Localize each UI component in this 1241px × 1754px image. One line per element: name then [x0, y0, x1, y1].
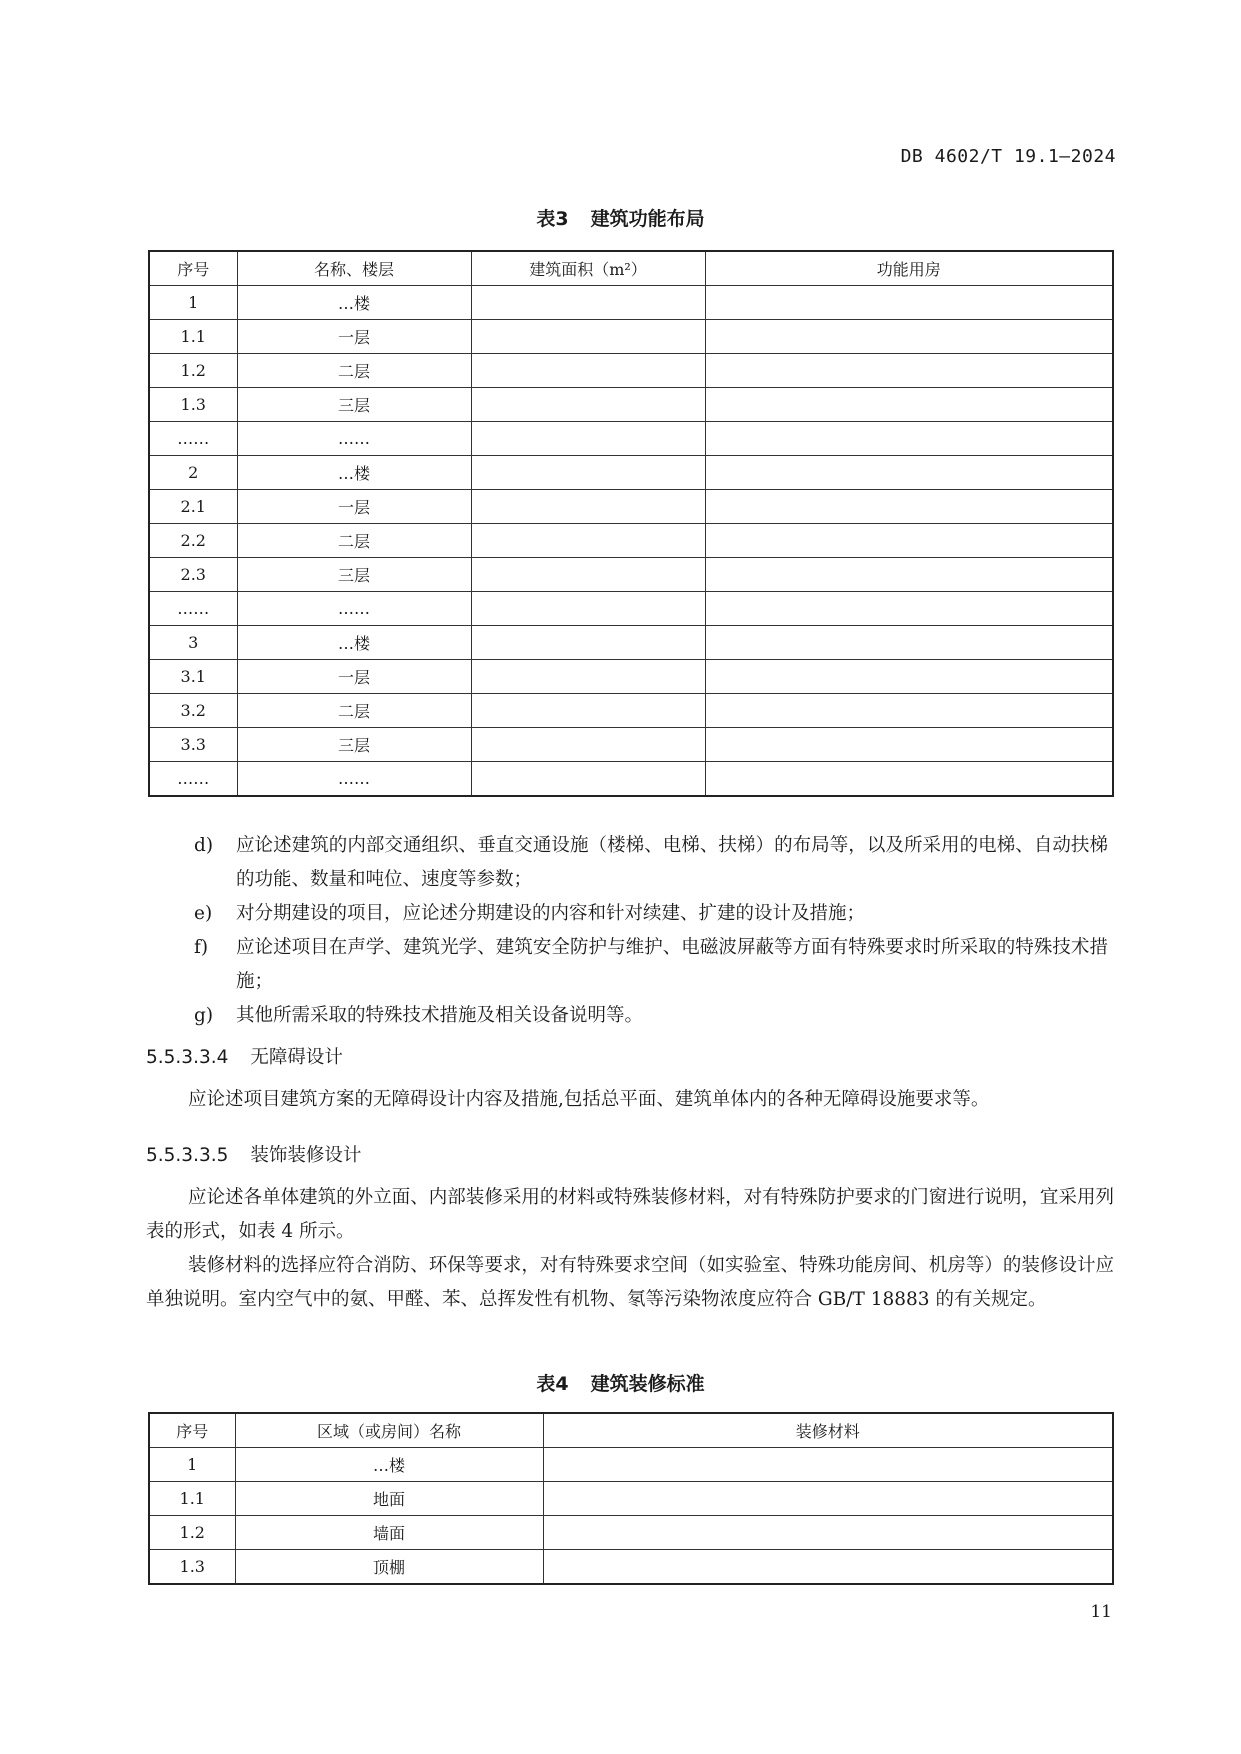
cell-function-rooms	[705, 388, 1113, 422]
cell-area	[471, 286, 705, 320]
section-number: 5.5.3.3.4	[146, 1047, 229, 1068]
table-row	[149, 1448, 1113, 1482]
table-row	[149, 1550, 1113, 1585]
table-row	[149, 388, 1113, 422]
cell-index: ……	[149, 422, 237, 456]
table-row	[149, 660, 1113, 694]
cell-area	[471, 320, 705, 354]
section-heading-5-5-3-3-5	[146, 1141, 361, 1167]
cell-index: 3.2	[149, 694, 237, 728]
cell-materials	[543, 1448, 1113, 1482]
cell-area	[471, 626, 705, 660]
cell-function-rooms	[705, 592, 1113, 626]
cell-area	[471, 422, 705, 456]
cell-index: 1.3	[149, 388, 237, 422]
cell-materials	[543, 1516, 1113, 1550]
table-row	[149, 320, 1113, 354]
cell-function-rooms	[705, 524, 1113, 558]
cell-area	[471, 524, 705, 558]
list-item-text: 应论述建筑的内部交通组织、垂直交通设施（楼梯、电梯、扶梯）的布局等，以及所采用的电梯、自动扶梯的功能、数量和吨位、速度等参数；	[236, 835, 1108, 890]
section-number: 5.5.3.3.5	[146, 1145, 229, 1166]
section-5-5-3-3-4-body: 应论述项目建筑方案的无障碍设计内容及措施,包括总平面、建筑单体内的各种无障碍设施要求等。	[188, 1089, 990, 1110]
section-heading-5-5-3-3-4	[146, 1043, 343, 1069]
list-item-label: e)	[194, 903, 213, 924]
list-item-text: 应论述项目在声学、建筑光学、建筑安全防护与维护、电磁波屏蔽等方面有特殊要求时所采取的特殊技术措施；	[236, 937, 1108, 992]
list-item-f	[194, 931, 1114, 999]
cell-index: 1	[149, 1448, 235, 1482]
cell-area	[471, 388, 705, 422]
table-row	[149, 422, 1113, 456]
table3-caption-number: 表3	[536, 208, 569, 230]
table4-caption-title: 建筑装修标准	[590, 1373, 705, 1395]
cell-name-floor: 一层	[237, 490, 471, 524]
list-item-label: f)	[194, 937, 209, 958]
cell-index: 2.1	[149, 490, 237, 524]
section-title: 无障碍设计	[250, 1047, 343, 1068]
table-row	[149, 694, 1113, 728]
cell-name-floor: …楼	[237, 626, 471, 660]
cell-function-rooms	[705, 286, 1113, 320]
cell-index: 1	[149, 286, 237, 320]
list-item-d	[194, 829, 1114, 897]
cell-area	[471, 660, 705, 694]
table3-header-name-floor: 名称、楼层	[237, 251, 471, 286]
section-5-5-3-3-5-body-1: 应论述各单体建筑的外立面、内部装修采用的材料或特殊装修材料，对有特殊防护要求的门窗进行说明，宜采用列表的形式，如表 4 所示。	[146, 1187, 1114, 1242]
list-item-text: 对分期建设的项目，应论述分期建设的内容和针对续建、扩建的设计及措施；	[236, 903, 866, 924]
table-row	[149, 592, 1113, 626]
cell-name-floor: ……	[237, 422, 471, 456]
cell-area	[471, 694, 705, 728]
section-title: 装饰装修设计	[250, 1145, 362, 1166]
cell-function-rooms	[705, 354, 1113, 388]
cell-index: 2.2	[149, 524, 237, 558]
cell-function-rooms	[705, 422, 1113, 456]
cell-index: ……	[149, 762, 237, 797]
cell-name-floor: ……	[237, 762, 471, 797]
cell-name-floor: …楼	[237, 456, 471, 490]
cell-materials	[543, 1482, 1113, 1516]
cell-name-floor: 三层	[237, 728, 471, 762]
table3-header-row	[149, 251, 1113, 286]
cell-name-floor: ……	[237, 592, 471, 626]
table4-header-index: 序号	[149, 1413, 235, 1448]
table3-building-function-layout	[148, 250, 1114, 797]
cell-area-name: …楼	[235, 1448, 543, 1482]
page-number: 11	[1090, 1602, 1112, 1622]
table4-header-row	[149, 1413, 1113, 1448]
table-row	[149, 524, 1113, 558]
table3-caption-title: 建筑功能布局	[590, 208, 705, 230]
cell-name-floor: 三层	[237, 558, 471, 592]
table-row	[149, 1482, 1113, 1516]
cell-name-floor: 一层	[237, 320, 471, 354]
cell-name-floor: 二层	[237, 354, 471, 388]
table-row	[149, 490, 1113, 524]
cell-area-name: 顶棚	[235, 1550, 543, 1585]
cell-name-floor: 二层	[237, 694, 471, 728]
table-row	[149, 626, 1113, 660]
cell-area	[471, 592, 705, 626]
cell-area	[471, 456, 705, 490]
cell-area-name: 地面	[235, 1482, 543, 1516]
table4-header-area-name: 区域（或房间）名称	[235, 1413, 543, 1448]
cell-function-rooms	[705, 626, 1113, 660]
cell-function-rooms	[705, 728, 1113, 762]
table-row	[149, 456, 1113, 490]
table-row	[149, 286, 1113, 320]
table3-header-index: 序号	[149, 251, 237, 286]
document-code: DB 4602/T 19.1—2024	[900, 146, 1116, 167]
cell-index: 1.3	[149, 1550, 235, 1585]
list-item-e	[194, 897, 1114, 931]
list-item-label: d)	[194, 835, 214, 856]
table3-header-area: 建筑面积（m²）	[471, 251, 705, 286]
table4-caption	[0, 1369, 1241, 1396]
table-row	[149, 762, 1113, 797]
cell-name-floor: 一层	[237, 660, 471, 694]
cell-function-rooms	[705, 694, 1113, 728]
cell-area	[471, 558, 705, 592]
list-item-text: 其他所需采取的特殊技术措施及相关设备说明等。	[236, 1005, 644, 1026]
cell-index: 1.1	[149, 320, 237, 354]
cell-area-name: 墙面	[235, 1516, 543, 1550]
table4-header-materials: 装修材料	[543, 1413, 1113, 1448]
cell-area	[471, 354, 705, 388]
cell-name-floor: 二层	[237, 524, 471, 558]
cell-index: 1.1	[149, 1482, 235, 1516]
list-item-label: g)	[194, 1005, 214, 1026]
cell-function-rooms	[705, 456, 1113, 490]
cell-function-rooms	[705, 490, 1113, 524]
cell-index: 1.2	[149, 354, 237, 388]
table3-header-function-rooms: 功能用房	[705, 251, 1113, 286]
table-row	[149, 354, 1113, 388]
cell-function-rooms	[705, 558, 1113, 592]
table-row	[149, 1516, 1113, 1550]
table3-caption	[0, 204, 1241, 231]
cell-function-rooms	[705, 762, 1113, 797]
cell-index: 3	[149, 626, 237, 660]
cell-index: 1.2	[149, 1516, 235, 1550]
table4-caption-number: 表4	[536, 1373, 569, 1395]
table-row	[149, 728, 1113, 762]
cell-area	[471, 490, 705, 524]
table4-building-decoration-standard	[148, 1412, 1114, 1585]
cell-index: 3.3	[149, 728, 237, 762]
cell-index: 3.1	[149, 660, 237, 694]
cell-index: ……	[149, 592, 237, 626]
cell-function-rooms	[705, 660, 1113, 694]
cell-name-floor: 三层	[237, 388, 471, 422]
cell-name-floor: …楼	[237, 286, 471, 320]
table-row	[149, 558, 1113, 592]
cell-area	[471, 728, 705, 762]
cell-area	[471, 762, 705, 797]
list-item-g	[194, 999, 1114, 1033]
section-5-5-3-3-5-body-2: 装修材料的选择应符合消防、环保等要求，对有特殊要求空间（如实验室、特殊功能房间、机房等）的装修设计应单独说明。室内空气中的氨、甲醛、苯、总挥发性有机物、氡等污染物浓度应符合 GB/T 18883 的有关规定。	[146, 1255, 1114, 1310]
cell-index: 2	[149, 456, 237, 490]
cell-index: 2.3	[149, 558, 237, 592]
cell-function-rooms	[705, 320, 1113, 354]
cell-materials	[543, 1550, 1113, 1585]
